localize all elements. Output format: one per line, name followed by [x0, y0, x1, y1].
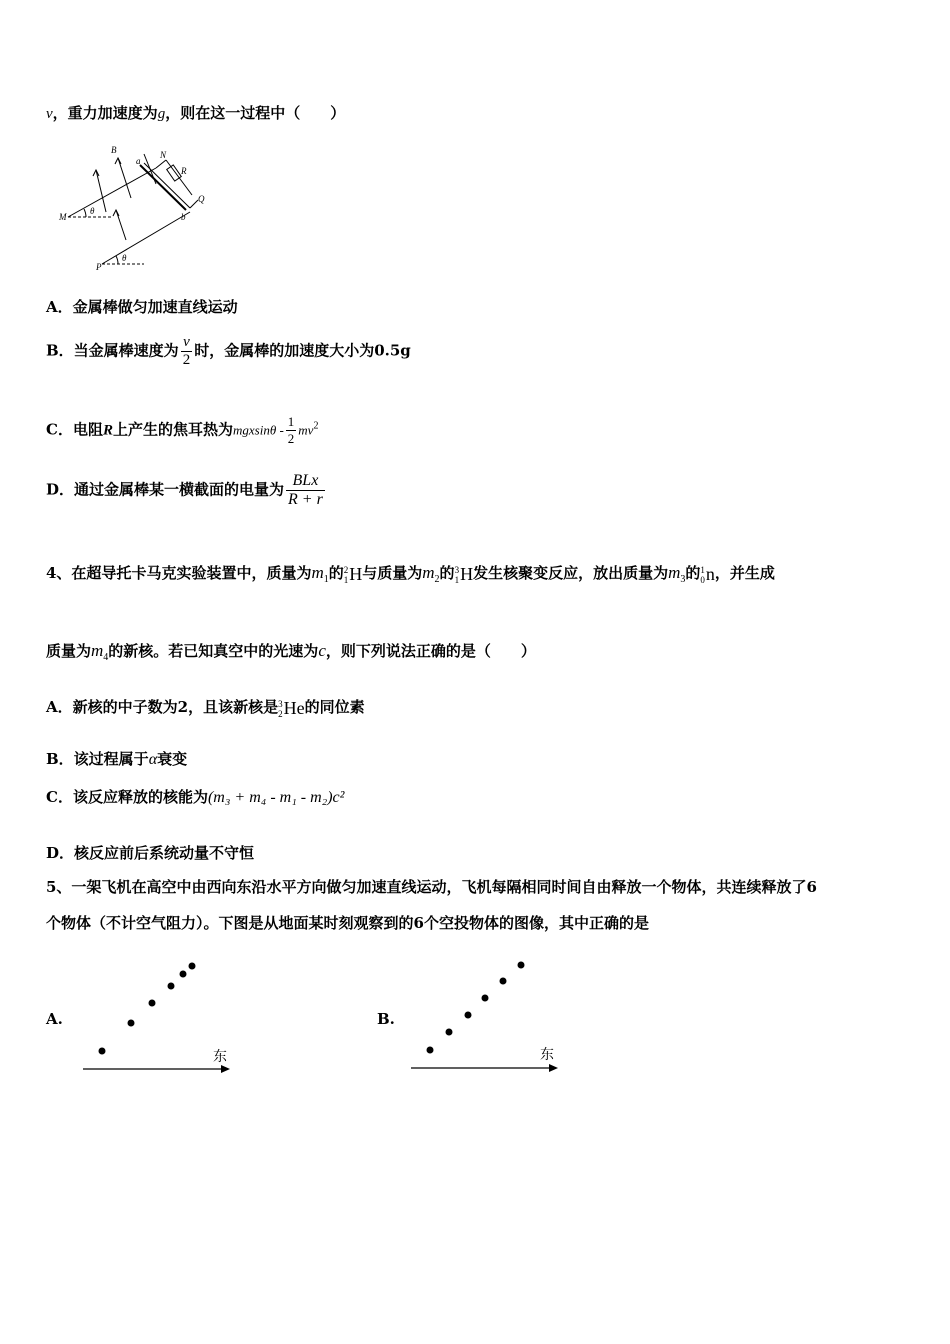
- q4-option-a: [46, 696, 365, 719]
- label-theta1: θ: [90, 206, 95, 216]
- q5-option-b-figure: [408, 955, 568, 1080]
- q4-option-d: D．核反应前后系统动量不守恒: [46, 844, 255, 862]
- frac-den: R + r: [288, 491, 323, 508]
- label-theta2: θ: [122, 253, 127, 263]
- q4-l1c: 发生核聚变反应，放出质量为: [473, 564, 669, 582]
- symbol: He: [283, 698, 305, 719]
- var-m2: m: [422, 563, 435, 582]
- q3-optB-post: 时，金属棒的加速度大小为0.5g: [194, 341, 411, 360]
- atomic-number: 1: [454, 574, 460, 585]
- frac-den: 2: [182, 352, 191, 368]
- q4-option-c: [46, 786, 344, 807]
- q3-optC-pre: C．电阻: [46, 420, 103, 439]
- fraction-charge: [286, 472, 325, 509]
- q3-option-c: [46, 414, 318, 447]
- var-R: R: [102, 422, 113, 439]
- q4-optA-pre: A．新核的中子数为2，且该新核是: [46, 698, 279, 716]
- dot: [168, 983, 175, 990]
- q3-option-b: [46, 334, 411, 369]
- mass-number: 1: [700, 564, 705, 575]
- q3-option-d: [46, 472, 327, 509]
- q3-intro: [46, 102, 345, 123]
- q3-option-a: A．金属棒做匀加速直线运动: [46, 298, 238, 316]
- exponent: 2: [313, 420, 319, 432]
- mass-number: 3: [454, 564, 460, 575]
- sub-3: 3: [680, 574, 686, 585]
- word-de: 的: [685, 564, 701, 582]
- dot: [482, 995, 489, 1002]
- frac-num: 1: [287, 414, 295, 429]
- q4-stem-line2: [46, 640, 536, 663]
- dot: [99, 1048, 106, 1055]
- frac-den: 2: [287, 431, 295, 446]
- east-label: 东: [540, 1047, 554, 1063]
- expr-mv: mv: [298, 422, 314, 438]
- q5-stem-line2: 个物体（不计空气阻力）。下图是从地面某时刻观察到的6个空投物体的图像，其中正确的是: [46, 914, 649, 932]
- dot: [465, 1012, 472, 1019]
- label-M: M: [59, 212, 67, 222]
- q4-optC-pre: C．该反应释放的核能为: [46, 788, 208, 806]
- atomic-number: 1: [343, 574, 349, 585]
- label-B: B: [111, 145, 117, 155]
- nuclide-tritium: [455, 564, 474, 585]
- q4-optA-post: 的同位素: [304, 698, 365, 716]
- fraction-half: [286, 414, 297, 447]
- q4-l1d: ，并生成: [714, 564, 775, 582]
- q4-optB-post: 衰变: [157, 750, 188, 768]
- q4-l2b: 的新核。若已知真空中的光速为: [108, 642, 319, 660]
- q3-intro-end: ，则在这一过程中（ ）: [165, 104, 346, 122]
- symbol: H: [460, 564, 474, 585]
- var-m1: m: [311, 563, 324, 582]
- q3-optC-mid: 上产生的焦耳热为: [112, 420, 233, 439]
- q4-l2c: ，则下列说法正确的是（ ）: [325, 642, 536, 660]
- dot: [427, 1047, 434, 1054]
- fraction-v-over-2: [181, 334, 193, 369]
- dot: [518, 962, 525, 969]
- atomic-number: 0: [700, 574, 705, 585]
- dot: [149, 1000, 156, 1007]
- label-a: a: [136, 156, 141, 166]
- word-de: 的: [328, 564, 344, 582]
- var-c: c: [318, 641, 326, 660]
- label-N: N: [160, 150, 167, 160]
- sub-1: 1: [323, 574, 329, 585]
- var-m3: m: [668, 563, 681, 582]
- symbol: n: [705, 564, 715, 585]
- sub-4: 4: [103, 652, 109, 663]
- dot: [500, 978, 507, 985]
- mass-number: 3: [278, 698, 283, 709]
- label-R: R: [181, 166, 187, 176]
- symbol-alpha: α: [148, 751, 158, 768]
- east-label: 东: [213, 1049, 227, 1065]
- nuclide-neutron: [700, 564, 715, 585]
- symbol: H: [349, 564, 363, 585]
- label-P: P: [96, 262, 102, 272]
- nuclide-helium3: [278, 698, 305, 719]
- expr-mgxsin: mgxsinθ -: [232, 422, 284, 438]
- q3-optB-pre: B．当金属棒速度为: [46, 341, 179, 360]
- dot: [180, 971, 187, 978]
- q4-l2a: 质量为: [46, 642, 92, 660]
- q4-stem-line1: [46, 562, 775, 585]
- var-g: g: [157, 106, 166, 122]
- var-v: v: [46, 106, 53, 122]
- mass-number: 2: [343, 564, 349, 575]
- sub-2: 2: [434, 574, 440, 585]
- dot: [128, 1020, 135, 1027]
- label-Q: Q: [198, 194, 205, 204]
- dot: [189, 963, 196, 970]
- var-m4: m: [91, 641, 104, 660]
- q5-stem-line1: 5、一架飞机在高空中由西向东沿水平方向做匀加速直线运动，飞机每隔相同时间自由释放一个物体，共连续释放了6: [46, 878, 817, 896]
- q5-option-a-figure: [80, 955, 240, 1080]
- q4-option-b: [46, 748, 187, 769]
- q4-optB-pre: B．该过程属于: [46, 750, 149, 768]
- frac-num: v: [181, 334, 193, 352]
- q3-optD-pre: D．通过金属棒某一横截面的电量为: [46, 480, 285, 499]
- q4-l1b: 与质量为: [362, 564, 423, 582]
- expr-energy: (m₃ + m₄ - m₁ - m₂)c²: [207, 789, 345, 806]
- label-b: b: [181, 212, 186, 222]
- nuclide-deuterium: [344, 564, 363, 585]
- word-de: 的: [439, 564, 455, 582]
- q5-option-b-label: B.: [377, 1010, 395, 1028]
- q5-option-a-label: A.: [46, 1010, 63, 1028]
- frac-num: BLx: [286, 472, 325, 491]
- q3-rail-diagram: [56, 140, 226, 275]
- atomic-number: 2: [278, 708, 283, 719]
- dot: [446, 1029, 453, 1036]
- q3-intro-text: ，重力加速度为: [52, 104, 158, 122]
- q4-l1a: 4、在超导托卡马克实验装置中，质量为: [46, 564, 312, 582]
